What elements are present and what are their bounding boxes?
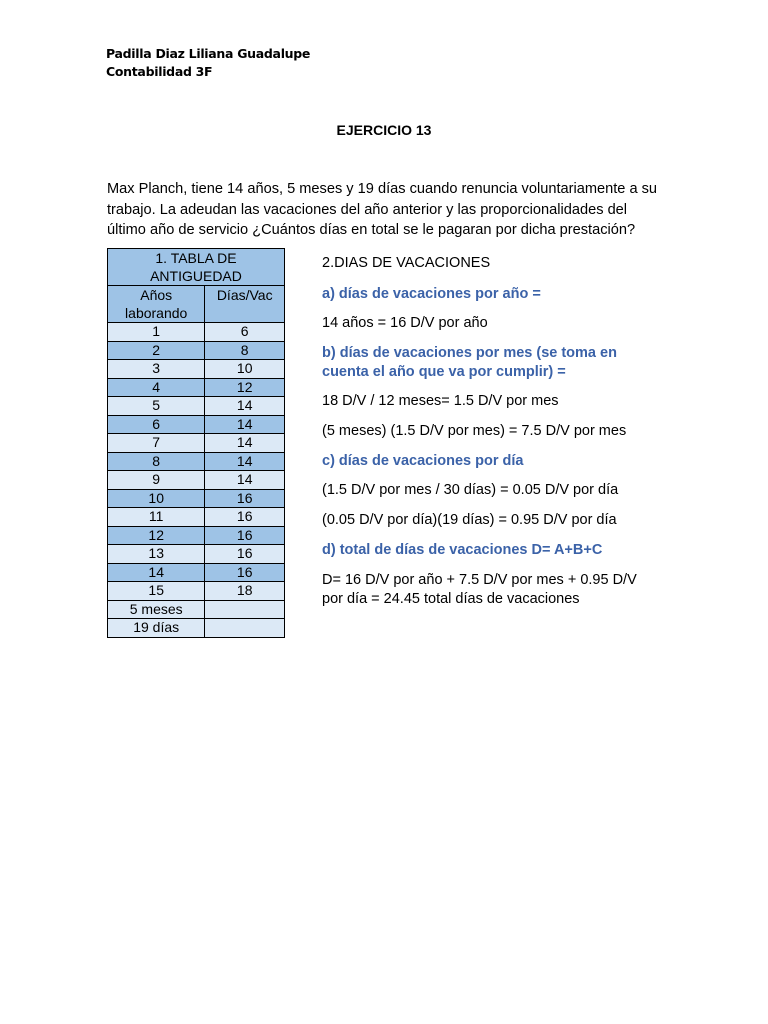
- exercise-title: EJERCICIO 13: [336, 122, 432, 138]
- table-row: [108, 397, 285, 416]
- cell-years: 10: [108, 489, 205, 508]
- cell-years: 11: [108, 508, 205, 527]
- problem-statement: Max Planch, tiene 14 años, 5 meses y 19 días cuando renuncia voluntariamente a su trabajo. La adeudan las vacaciones del año anterior y las proporcionalidades del último año de servicio ¿Cuántos días en total se le pagaran por dicha prestación?: [107, 181, 658, 238]
- part-b-line1: 18 D/V / 12 meses= 1.5 D/V por mes: [322, 393, 559, 409]
- part-c-line1: (1.5 D/V por mes / 30 días) = 0.05 D/V por día: [322, 482, 619, 498]
- cell-years: 9: [108, 471, 205, 490]
- table-row: [108, 526, 285, 545]
- table-row: [108, 378, 285, 397]
- cell-years: 7: [108, 434, 205, 453]
- cell-days: 16: [205, 508, 285, 527]
- table-row: [108, 545, 285, 564]
- author-name: Padilla Diaz Liliana Guadalupe: [106, 46, 311, 61]
- cell-days: 8: [205, 341, 285, 360]
- cell-years: 8: [108, 452, 205, 471]
- cell-years: 19 días: [108, 619, 205, 638]
- cell-days: 6: [205, 323, 285, 342]
- author-block: [106, 45, 310, 81]
- part-c-label: c) días de vacaciones por día: [322, 453, 524, 469]
- cell-days: 16: [205, 545, 285, 564]
- cell-days: 14: [205, 434, 285, 453]
- table-row: [108, 360, 285, 379]
- cell-days: [205, 600, 285, 619]
- table-extra-row: [108, 600, 285, 619]
- col-header-years: Años laborando: [108, 286, 205, 323]
- cell-years: 5: [108, 397, 205, 416]
- table-title-row: [108, 249, 285, 286]
- table-row: [108, 341, 285, 360]
- cell-years: 4: [108, 378, 205, 397]
- part-a-line: 14 años = 16 D/V por año: [322, 315, 488, 331]
- cell-years: 15: [108, 582, 205, 601]
- part-b-line2: (5 meses) (1.5 D/V por mes) = 7.5 D/V por mes: [322, 423, 627, 439]
- table-row: [108, 415, 285, 434]
- table-header-row: [108, 286, 285, 323]
- author-course: Contabilidad 3F: [106, 64, 213, 79]
- table-row: [108, 489, 285, 508]
- part-d-label: d) total de días de vacaciones D= A+B+C: [322, 542, 603, 558]
- col-header-days: Días/Vac: [205, 286, 285, 323]
- cell-days: 12: [205, 378, 285, 397]
- cell-days: 18: [205, 582, 285, 601]
- cell-days: 14: [205, 397, 285, 416]
- table-row: [108, 452, 285, 471]
- table-row: [108, 563, 285, 582]
- cell-years: 6: [108, 415, 205, 434]
- antiguedad-table: [107, 248, 285, 638]
- cell-days: 16: [205, 563, 285, 582]
- cell-days: 10: [205, 360, 285, 379]
- part-b-label: b) días de vacaciones por mes (se toma en cuenta el año que va por cumplir) =: [322, 345, 617, 380]
- cell-days: 14: [205, 415, 285, 434]
- cell-days: 16: [205, 489, 285, 508]
- cell-years: 1: [108, 323, 205, 342]
- table-row: [108, 471, 285, 490]
- part-d-line: D= 16 D/V por año + 7.5 D/V por mes + 0.95 D/V por día = 24.45 total días de vacaciones: [322, 572, 637, 607]
- cell-days: [205, 619, 285, 638]
- cell-years: 2: [108, 341, 205, 360]
- cell-years: 3: [108, 360, 205, 379]
- cell-years: 14: [108, 563, 205, 582]
- part-a-label: a) días de vacaciones por año =: [322, 286, 541, 302]
- cell-years: 12: [108, 526, 205, 545]
- cell-years: 5 meses: [108, 600, 205, 619]
- table-title: 1. TABLA DE ANTIGUEDAD: [108, 249, 285, 286]
- cell-years: 13: [108, 545, 205, 564]
- table-row: [108, 508, 285, 527]
- cell-days: 16: [205, 526, 285, 545]
- table-extra-row: [108, 619, 285, 638]
- part-c-line2: (0.05 D/V por día)(19 días) = 0.95 D/V por día: [322, 512, 617, 528]
- table-row: [108, 582, 285, 601]
- solution-heading: 2.DIAS DE VACACIONES: [322, 255, 491, 271]
- table-row: [108, 434, 285, 453]
- cell-days: 14: [205, 471, 285, 490]
- table-row: [108, 323, 285, 342]
- cell-days: 14: [205, 452, 285, 471]
